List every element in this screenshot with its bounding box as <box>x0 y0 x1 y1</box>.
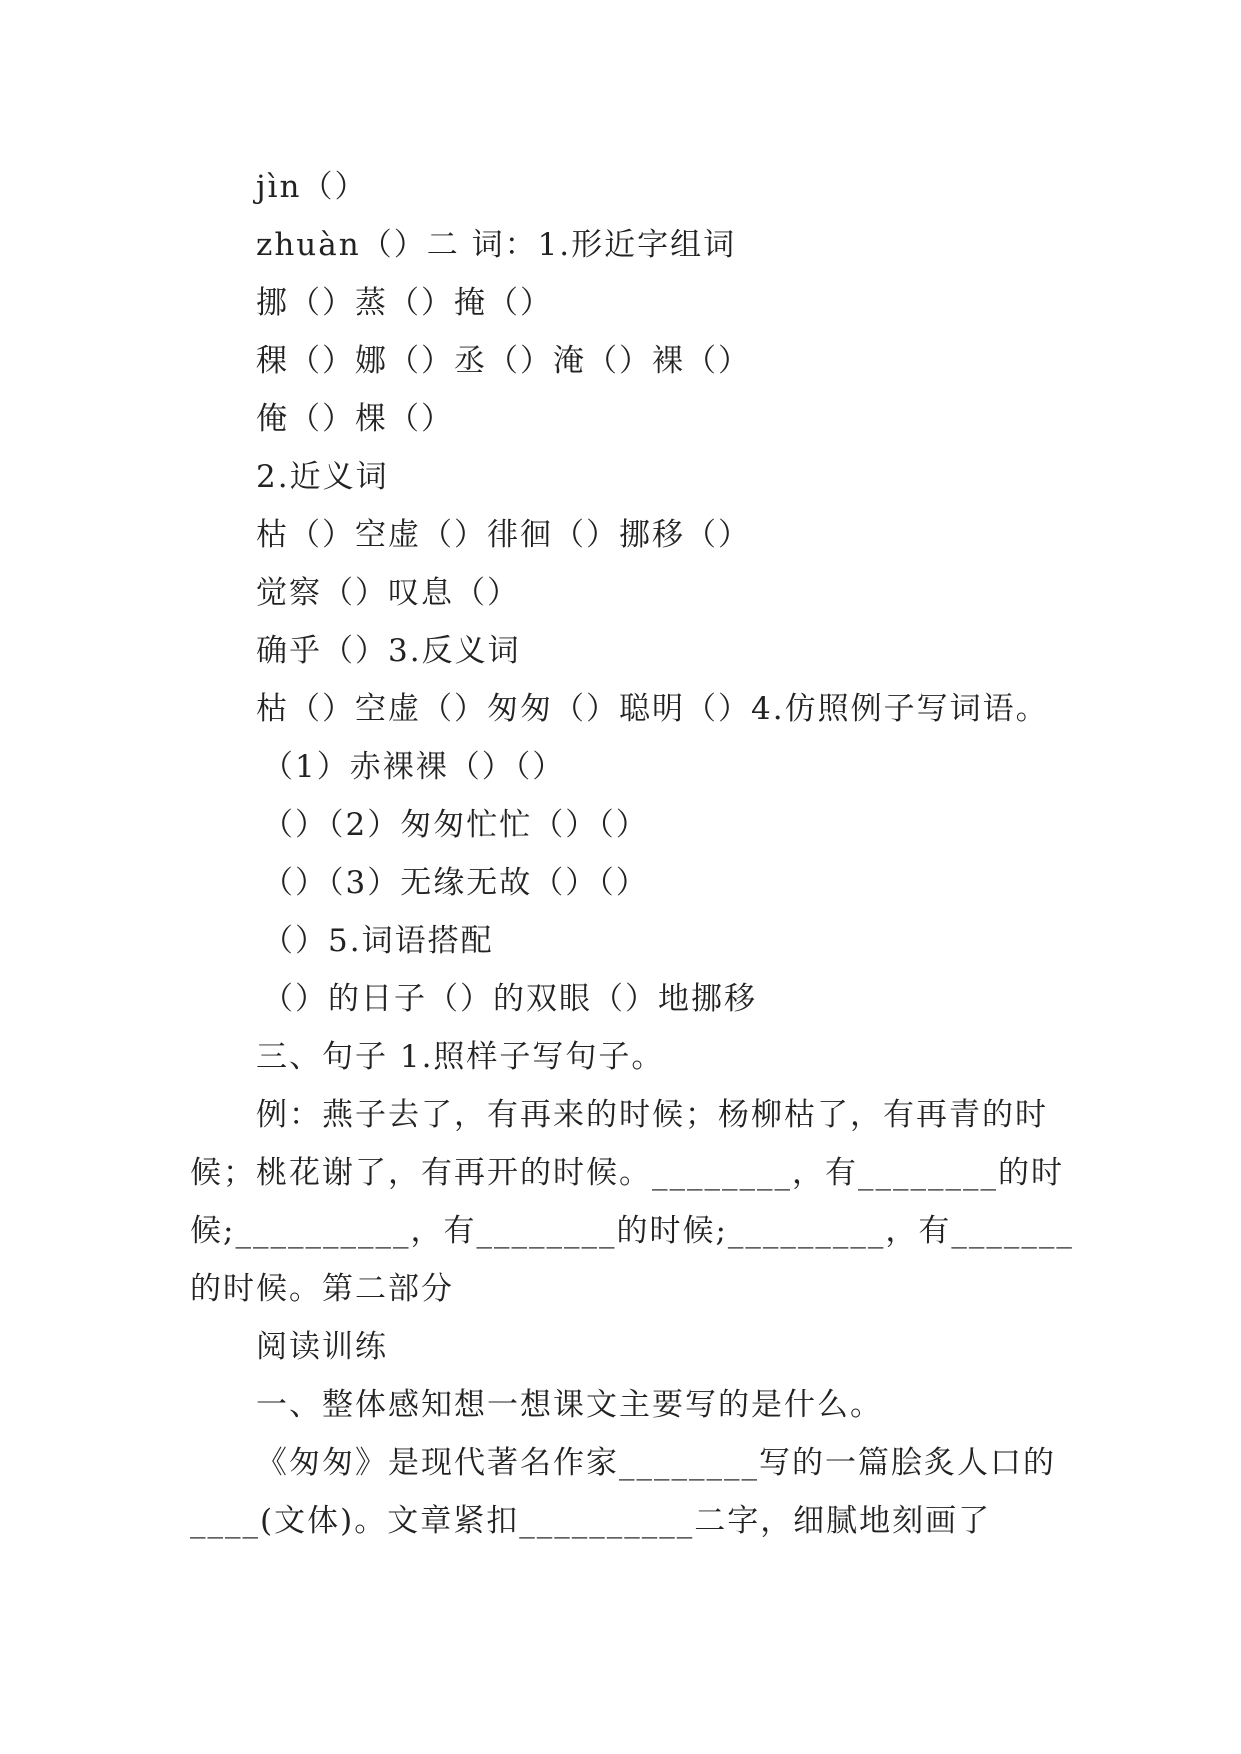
text-line: 2.近义词 <box>256 459 389 495</box>
text-line: 《匆匆》是现代著名作家________写的一篇脍炙人口的 <box>256 1445 1056 1481</box>
text-line: 例：燕子去了，有再来的时候；杨柳枯了，有再青的时 <box>256 1097 1048 1133</box>
text-line: 的时候。第二部分 <box>190 1271 454 1307</box>
text-line: 俺（）棵（） <box>256 401 454 437</box>
text-line: 一、整体感知想一想课文主要写的是什么。 <box>256 1387 883 1423</box>
text-line: 觉察（）叹息（） <box>256 575 520 611</box>
document-body <box>190 158 1074 1550</box>
text-line: 枯（）空虚（）匆匆（）聪明（）4.仿照例子写词语。 <box>256 691 1049 727</box>
text-line: 候；桃花谢了，有再开的时候。________，有________的时 <box>190 1155 1064 1191</box>
text-line: 挪（）蒸（）掩（） <box>256 285 553 321</box>
text-line: 阅读训练 <box>256 1329 388 1365</box>
text-line: （）（2）匆匆忙忙（）（） <box>262 807 649 843</box>
text-line: 候;__________，有________的时候;_________，有_______ <box>190 1213 1074 1249</box>
text-line: （）5.词语搭配 <box>262 923 494 959</box>
text-line: 枯（）空虚（）徘徊（）挪移（） <box>256 517 751 553</box>
text-line: zhuàn（）二 词：1.形近字组词 <box>256 227 737 263</box>
text-line: （1）赤裸裸（）（） <box>262 749 566 785</box>
text-line: 确乎（）3.反义词 <box>256 633 521 669</box>
text-line: （）的日子（）的双眼（）地挪移 <box>262 981 757 1017</box>
text-line: 稞（）娜（）丞（）淹（）裸（） <box>256 343 751 379</box>
text-line: ____(文体)。文章紧扣__________二字，细腻地刻画了 <box>190 1503 992 1539</box>
text-line: jìn（） <box>256 169 368 205</box>
text-line: （）（3）无缘无故（）（） <box>262 865 649 901</box>
text-line: 三、句子 1.照样子写句子。 <box>256 1039 665 1075</box>
